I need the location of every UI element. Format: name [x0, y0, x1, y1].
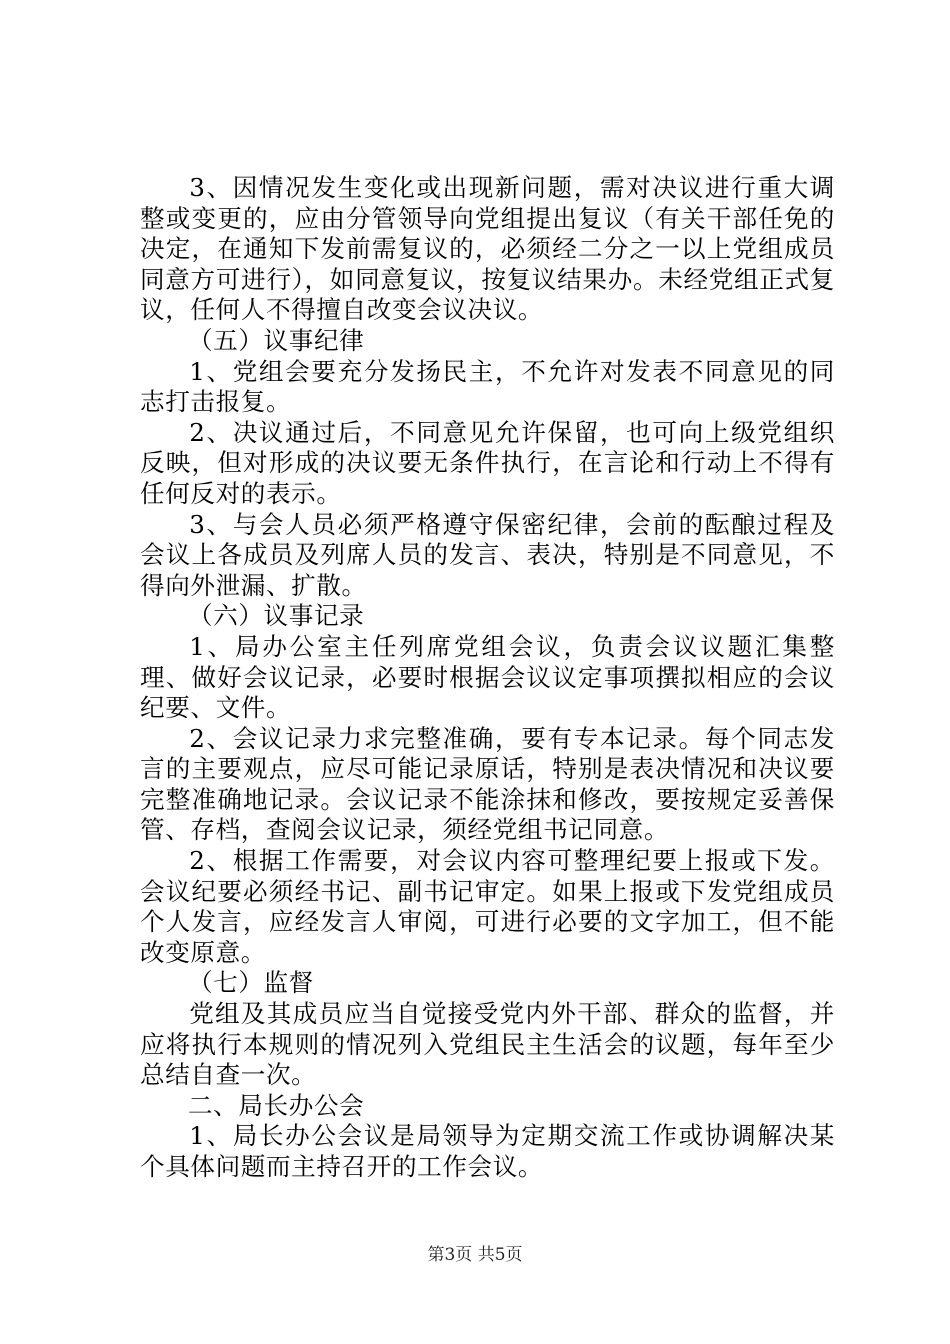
paragraph-supervision: 党组及其成员应当自觉接受党内外干部、群众的监督，并应将执行本规则的情况列入党组民主生活会的议题，每年至少总结自查一次。: [140, 999, 835, 1090]
page-number-footer: 第3页 共5页: [427, 1245, 523, 1265]
paragraph-discipline-3: 3、与会人员必须严格遵守保密纪律，会前的酝酿过程及会议上各成员及列席人员的发言、表决，特别是不同意见，不得向外泄漏、扩散。: [140, 509, 835, 600]
document-body: [140, 173, 835, 1183]
paragraph-discipline-2: 2、决议通过后，不同意见允许保留，也可向上级党组织反映，但对形成的决议要无条件执行，在言论和行动上不得有任何反对的表示。: [140, 417, 835, 508]
section-heading-supervision: （七）监督: [187, 968, 314, 998]
paragraph-records-1: 1、局办公室主任列席党组会议，负责会议议题汇集整理、做好会议记录，必要时根据会议议定事项撰拟相应的会议纪要、文件。: [140, 631, 835, 723]
paragraph-records-3: 2、根据工作需要，对会议内容可整理纪要上报或下发。会议纪要必须经书记、副书记审定。如果上报或下发党组成员个人发言，应经发言人审阅，可进行必要的文字加工，但不能改变原意。: [140, 846, 835, 967]
paragraph-director-meeting-1: 1、局长办公会议是局领导为定期交流工作或协调解决某个具体问题而主持召开的工作会议。: [140, 1121, 835, 1181]
paragraph-reconsideration: 3、因情况发生变化或出现新问题，需对决议进行重大调整或变更的，应由分管领导向党组提出复议（有关干部任免的决定，在通知下发前需复议的，必须经二分之一以上党组成员同意方可进行），如同意复议，按复议结果办。未经党组正式复议，任何人不得擅自改变会议决议。: [140, 173, 835, 325]
section-heading-discipline: （五）议事纪律: [187, 325, 365, 355]
section-heading-records: （六）议事记录: [187, 601, 365, 631]
section-heading-director-meeting: 二、局长办公会: [187, 1090, 365, 1120]
paragraph-records-2: 2、会议记录力求完整准确，要有专本记录。每个同志发言的主要观点，应尽可能记录原话，特别是表决情况和决议要完整准确地记录。会议记录不能涂抹和修改，要按规定妥善保管、存档，查阅会议记录，须经党组书记同意。: [140, 723, 835, 845]
paragraph-discipline-1: 1、党组会要充分发扬民主，不允许对发表不同意见的同志打击报复。: [140, 356, 835, 417]
